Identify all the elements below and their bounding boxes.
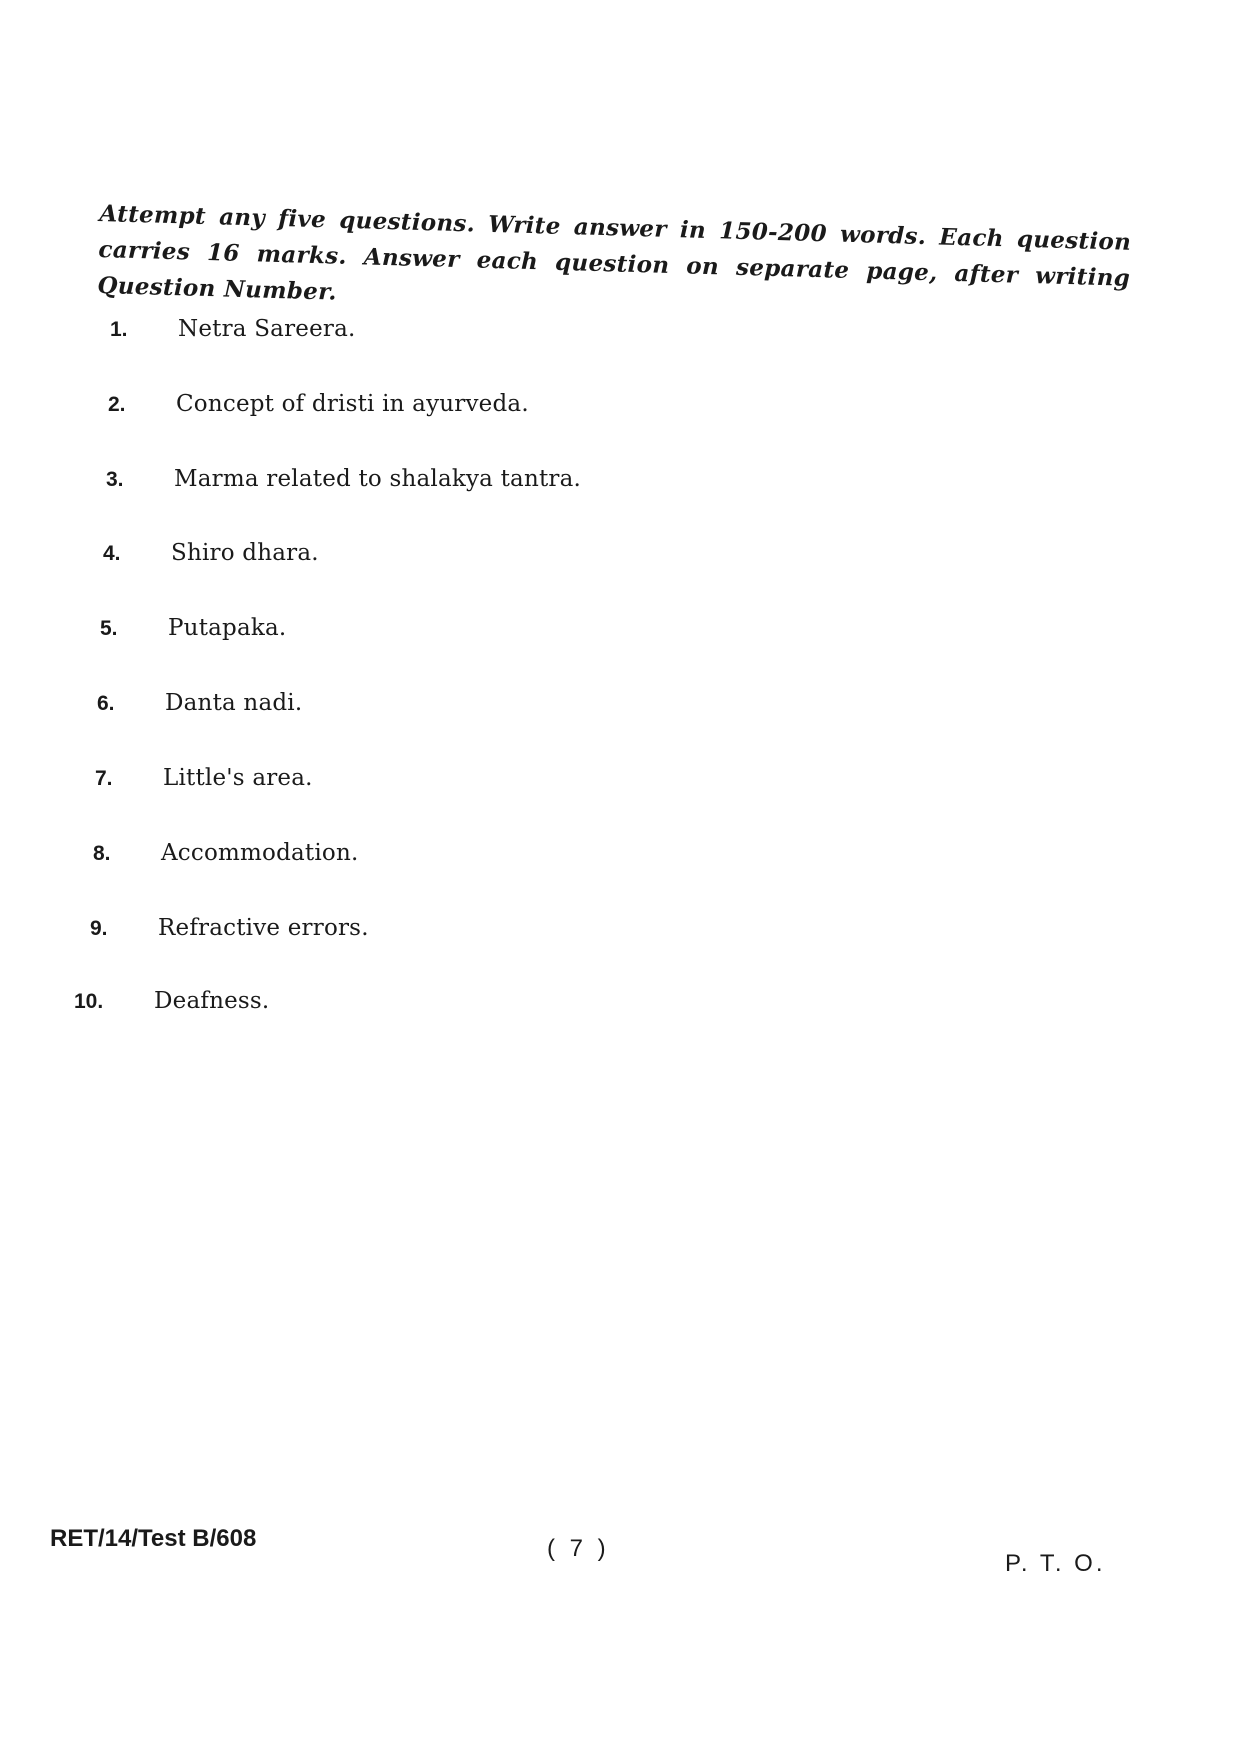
question-number: 8. — [93, 842, 111, 865]
question-number: 4. — [103, 542, 121, 565]
question-item-2 — [108, 391, 529, 417]
question-item-7 — [95, 765, 313, 791]
question-item-9 — [90, 915, 369, 941]
question-text: Accommodation. — [161, 840, 359, 866]
instructions-text: Attempt any five questions. Write answer in 150-200 words. Each question carries 16 marks. Answer each question on separate page, after writing Question Number. — [97, 199, 1132, 306]
page-number: ( 7 ) — [547, 1535, 610, 1562]
question-item-3 — [106, 466, 581, 492]
question-text: Marma related to shalakya tantra. — [174, 466, 582, 492]
question-text: Shiro dhara. — [171, 540, 319, 566]
question-text: Netra Sareera. — [178, 316, 356, 342]
question-text: Deafness. — [154, 988, 270, 1014]
question-item-8 — [93, 840, 359, 866]
question-number: 1. — [110, 318, 128, 341]
question-number: 10. — [74, 990, 104, 1013]
question-text: Putapaka. — [168, 615, 287, 641]
question-number: 3. — [106, 468, 124, 491]
paper-code: RET/14/Test B/608 — [50, 1525, 257, 1552]
question-item-1 — [110, 316, 356, 342]
question-number: 6. — [97, 692, 115, 715]
question-number: 5. — [100, 617, 118, 640]
question-item-10 — [74, 988, 269, 1014]
question-text: Danta nadi. — [165, 690, 303, 716]
question-item-5 — [100, 615, 286, 641]
question-item-6 — [97, 690, 302, 716]
please-turn-over: P. T. O. — [1005, 1550, 1106, 1577]
question-text: Refractive errors. — [158, 915, 369, 941]
question-text: Concept of dristi in ayurveda. — [176, 391, 529, 417]
question-item-4 — [103, 540, 319, 566]
question-number: 7. — [95, 767, 113, 790]
question-number: 9. — [90, 917, 108, 940]
question-text: Little's area. — [163, 765, 313, 791]
question-number: 2. — [108, 393, 126, 416]
